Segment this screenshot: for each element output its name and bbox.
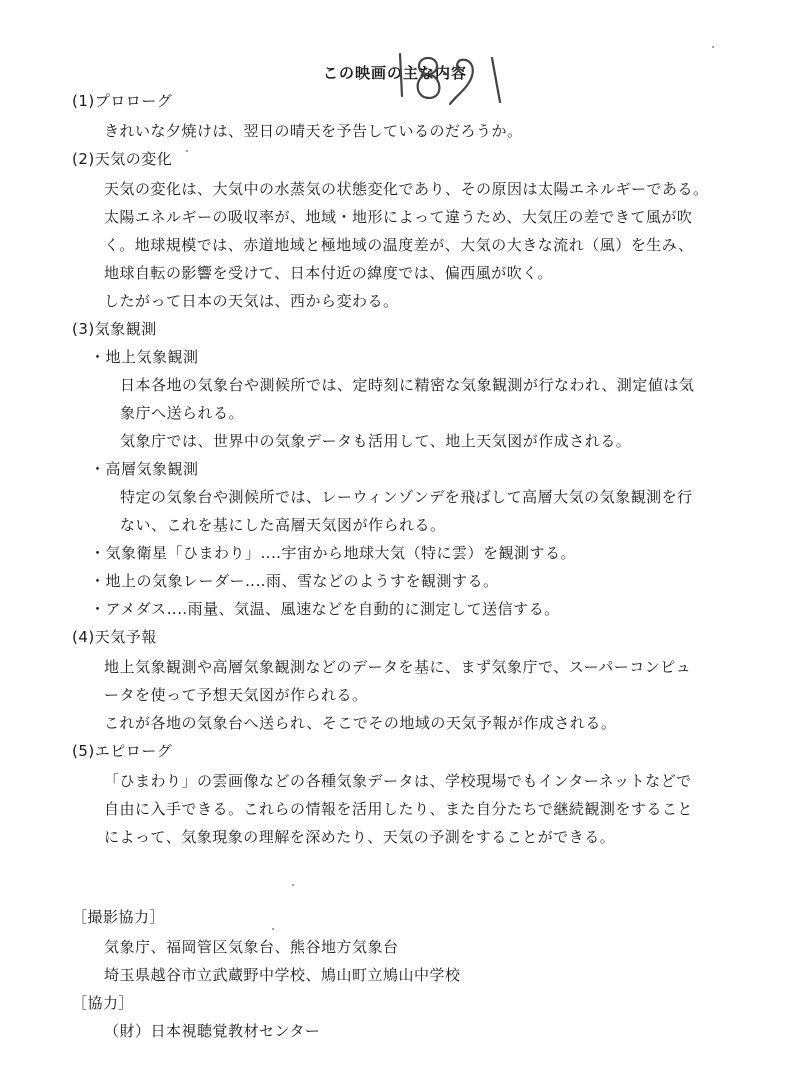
forecast-line-3: これが各地の気象台へ送られ、そこでその地域の天気予報が作成される。 [104,714,617,732]
forecast-line-2: ータを使って予想天気図が作られる。 [104,686,368,704]
upper-air-line-2: ない、これを基にした高層天気図が作られる。 [120,516,446,534]
weather-change-line-2: 太陽エネルギーの吸収率が、地域・地形によって違うため、大気圧の差できて風が吹 [104,208,693,226]
credits-filming-line-1: 気象庁、福岡管区気象台、熊谷地方気象台 [104,938,399,956]
epilogue-line-3: によって、気象現象の理解を深めたり、天気の予測をすることができる。 [104,828,616,846]
section-heading-forecast: (4)天気予報 [72,628,157,646]
bullet-himawari: ・気象衛星「ひまわり」‥‥宇宙から地球大気（特に雲）を観測する。 [90,544,577,562]
credits-filming-line-2: 埼玉県越谷市立武蔵野中学校、鳩山町立鳩山中学校 [104,966,461,984]
bullet-upper-air-observation: ・高層気象観測 [90,460,199,478]
epilogue-line-2: 自由に入手できる。これらの情報を活用したり、また自分たちで継続観測をすること [104,800,693,818]
section-heading-observation: (3)気象観測 [72,320,157,338]
section-heading-prologue: (1)プロローグ [72,92,173,110]
forecast-line-1: 地上気象観測や高層気象観測などのデータを基に、まず気象庁で、スーパーコンピュ [104,658,692,676]
weather-change-line-3: く。地球規模では、赤道地域と極地域の温度差が、大気の大きな流れ（風）を生み、 [104,236,694,254]
bullet-surface-observation: ・地上気象観測 [90,348,199,366]
weather-change-line-4: 地球自転の影響を受けて、日本付近の緯度では、偏西風が吹く。 [104,264,553,282]
weather-change-line-1: 天気の変化は、大気中の水蒸気の状態変化であり、その原因は太陽エネルギーである。 [104,180,709,198]
section-heading-epilogue: (5)エピローグ [72,742,173,760]
scan-speck [292,884,294,886]
bullet-amedas: ・アメダス‥‥雨量、気温、風速などを自動的に測定して送信する。 [90,600,560,618]
scan-speck [272,928,274,930]
epilogue-line-1: 「ひまわり」の雲画像などの各種気象データは、学校現場でもインターネットなどで [104,772,692,790]
handwritten-note-1891 [388,44,528,114]
surface-observation-line-2: 象庁へ送られる。 [120,404,245,422]
scan-speck [712,46,714,48]
credits-cooperation-line-1: （財）日本視聴覚教材センター [104,1022,321,1040]
section-heading-weather-change: (2)天気の変化 [72,150,173,168]
credits-filming-heading: ［撮影協力］ [72,908,166,926]
prologue-text: きれいな夕焼けは、翌日の晴天を予告しているのだろうか。 [104,122,523,140]
scan-speck [186,150,188,152]
weather-change-line-5: したがって日本の天気は、西から変わる。 [104,292,399,310]
upper-air-line-1: 特定の気象台や測候所では、レーウィンゾンデを飛ばして高層大気の気象観測を行 [120,488,693,506]
bullet-radar: ・地上の気象レーダー‥‥雨、雪などのようすを観測する。 [90,572,499,590]
surface-observation-line-1: 日本各地の気象台や測候所では、定時刻に精密な気象観測が行なわれ、測定値は気 [120,376,695,394]
credits-cooperation-heading: ［協力］ [72,994,135,1012]
surface-observation-line-3: 気象庁では、世界中の気象データも活用して、地上天気図が作成される。 [120,432,632,450]
page-title: この映画の主な内容 [322,64,467,82]
